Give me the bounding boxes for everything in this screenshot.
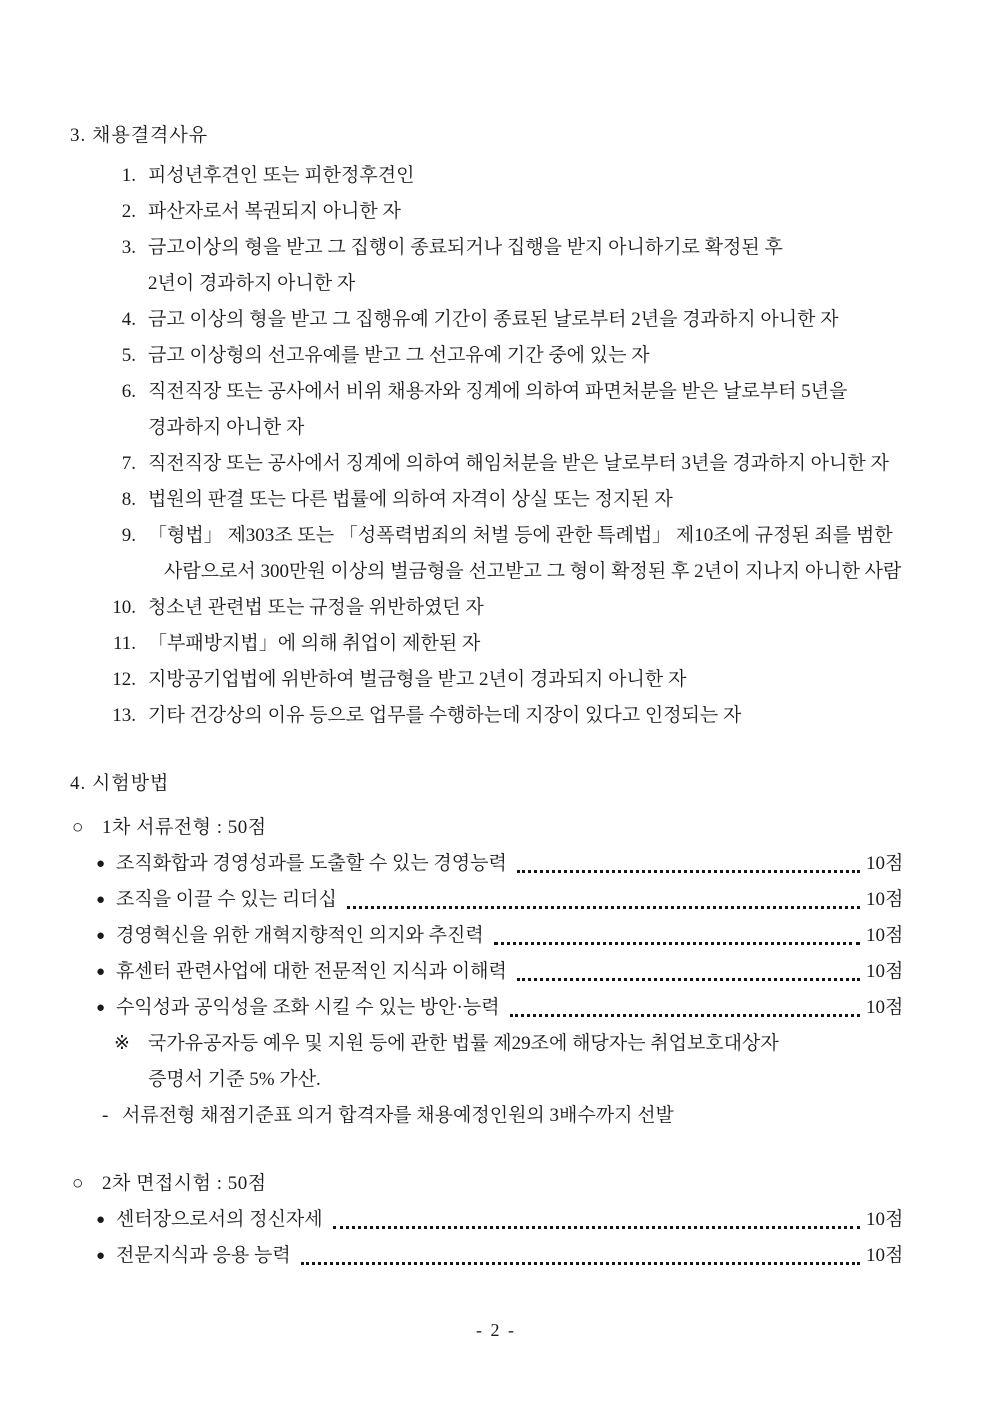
bullet-icon: ● [96,1212,106,1228]
bullet-icon: ● [96,964,106,980]
criterion-score: 10점 [866,997,904,1018]
section-disqualification [70,118,912,734]
item-text-line2: 경과하지 아니한 자 [148,417,305,438]
bullet-icon: ● [96,892,106,908]
round1-title-text: 1차 서류전형 : 50점 [102,817,267,838]
dash-marker: - [102,1105,109,1126]
item-number: 11. [112,633,136,654]
list-item [70,230,912,302]
item-number: 7. [121,453,136,474]
section-heading-disqualification: 3. 채용결격사유 [70,125,209,146]
item-text: 금고 이상의 형을 받고 그 집행유예 기간이 종료된 날로부터 2년을 경과하지 아니한 자 [148,309,839,330]
item-number: 9. [121,525,136,546]
criterion-score: 10점 [866,961,904,982]
item-text [148,518,912,590]
item-number: 3. [121,237,136,258]
note-line1: 국가유공자등 예우 및 지원 등에 관한 법률 제29조에 해당자는 취업보호대상자 [148,1033,779,1054]
item-text: 파산자로서 복권되지 아니한 자 [148,201,401,222]
list-item [70,194,912,230]
bullet-icon: ● [96,1000,106,1016]
item-text: 지방공기업법에 위반하여 벌금형을 받고 2년이 경과되지 아니한 자 [148,669,687,690]
list-item [70,446,912,482]
circle-marker-icon: ○ [72,817,84,838]
list-item [70,158,912,194]
item-text-line1: 「형법」 제303조 또는 「성폭력범죄의 처벌 등에 관한 특례법」 제10조에 규정된 죄를 범한 [148,525,893,546]
criterion-score: 10점 [866,1209,904,1230]
item-text: 직전직장 또는 공사에서 징계에 의하여 해임처분을 받은 날로부터 3년을 경과하지 아니한 자 [148,453,889,474]
item-number: 1. [121,165,136,186]
dotted-leader [301,1238,860,1265]
list-item [70,662,912,698]
item-text-line1: 금고이상의 형을 받고 그 집행이 종료되거나 집행을 받지 아니하기로 확정된 후 [148,237,783,258]
list-item [70,626,912,662]
item-number: 12. [112,669,136,690]
list-item [70,338,912,374]
list-item [70,698,912,734]
note-text [148,1026,912,1098]
item-number: 10. [112,597,136,618]
criterion-label: 조직화합과 경영성과를 도출할 수 있는 경영능력 [116,853,507,874]
list-item [70,374,912,446]
page-number: - 2 - [476,1320,516,1340]
round1-title [70,810,912,846]
round2-title [70,1166,912,1202]
list-item [70,590,912,626]
item-text-line2: 2년이 경과하지 아니한 자 [148,273,356,294]
criterion-label: 휴센터 관련사업에 대한 전문적인 지식과 이해력 [116,961,507,982]
criterion-label: 수익성과 공익성을 조화 시킬 수 있는 방안·능력 [116,997,500,1018]
note-line2: 증명서 기준 5% 가산. [148,1069,321,1090]
criterion-row [96,1202,912,1238]
list-item [70,518,912,590]
criterion-score: 10점 [866,889,904,910]
item-text-line2: 사람으로서 300만원 이상의 벌금형을 선고받고 그 형이 확정된 후 2년이 지나지 아니한 사람 [164,561,902,582]
dotted-leader [517,954,860,981]
criterion-row [96,918,912,954]
bullet-icon: ● [96,1248,106,1264]
item-text-line1: 직전직장 또는 공사에서 비위 채용자와 징계에 의하여 파면처분을 받은 날로부터 5년을 [148,381,848,402]
item-text: 「부패방지법」에 의해 취업이 제한된 자 [148,633,481,654]
dotted-leader [517,846,860,873]
criterion-label: 조직을 이끌 수 있는 리더십 [116,889,337,910]
criterion-label: 전문지식과 응용 능력 [116,1245,291,1266]
criterion-score: 10점 [866,853,904,874]
selection-rule [102,1098,912,1134]
criterion-row [96,1238,912,1274]
dotted-leader [510,990,860,1017]
section-exam-method [70,766,912,1274]
item-text: 피성년후견인 또는 피한정후견인 [148,165,415,186]
item-number: 2. [121,201,136,222]
item-text: 기타 건강상의 이유 등으로 업무를 수행하는데 지장이 있다고 인정되는 자 [148,705,742,726]
item-text: 법원의 판결 또는 다른 법률에 의하여 자격이 상실 또는 정지된 자 [148,489,673,510]
criterion-score: 10점 [866,1245,904,1266]
selection-rule-text: 서류전형 채점기준표 의거 합격자를 채용예정인원의 3배수까지 선발 [122,1105,674,1126]
dotted-leader [333,1202,860,1229]
criterion-row [96,990,912,1026]
item-text [148,230,912,302]
round2-title-text: 2차 면접시험 : 50점 [102,1173,267,1194]
criterion-row [96,846,912,882]
item-text [148,374,912,446]
criterion-row [96,882,912,918]
veteran-preference-note [114,1026,912,1098]
criterion-label: 센터장으로서의 정신자세 [116,1209,323,1230]
criterion-label: 경영혁신을 위한 개혁지향적인 의지와 추진력 [116,925,484,946]
reference-mark-icon: ※ [114,1033,130,1054]
bullet-icon: ● [96,856,106,872]
item-number: 4. [121,309,136,330]
criterion-score: 10점 [866,925,904,946]
criterion-row [96,954,912,990]
item-number: 13. [112,705,136,726]
bullet-icon: ● [96,928,106,944]
dotted-leader [347,882,860,909]
item-number: 8. [121,489,136,510]
section-heading-exam: 4. 시험방법 [70,773,170,794]
circle-marker-icon: ○ [72,1173,84,1194]
dotted-leader [494,918,860,945]
disqualification-list [70,158,912,734]
item-number: 6. [121,381,136,402]
list-item [70,302,912,338]
item-number: 5. [121,345,136,366]
list-item [70,482,912,518]
item-text: 청소년 관련법 또는 규정을 위반하였던 자 [148,597,484,618]
item-text: 금고 이상형의 선고유예를 받고 그 선고유예 기간 중에 있는 자 [148,345,650,366]
